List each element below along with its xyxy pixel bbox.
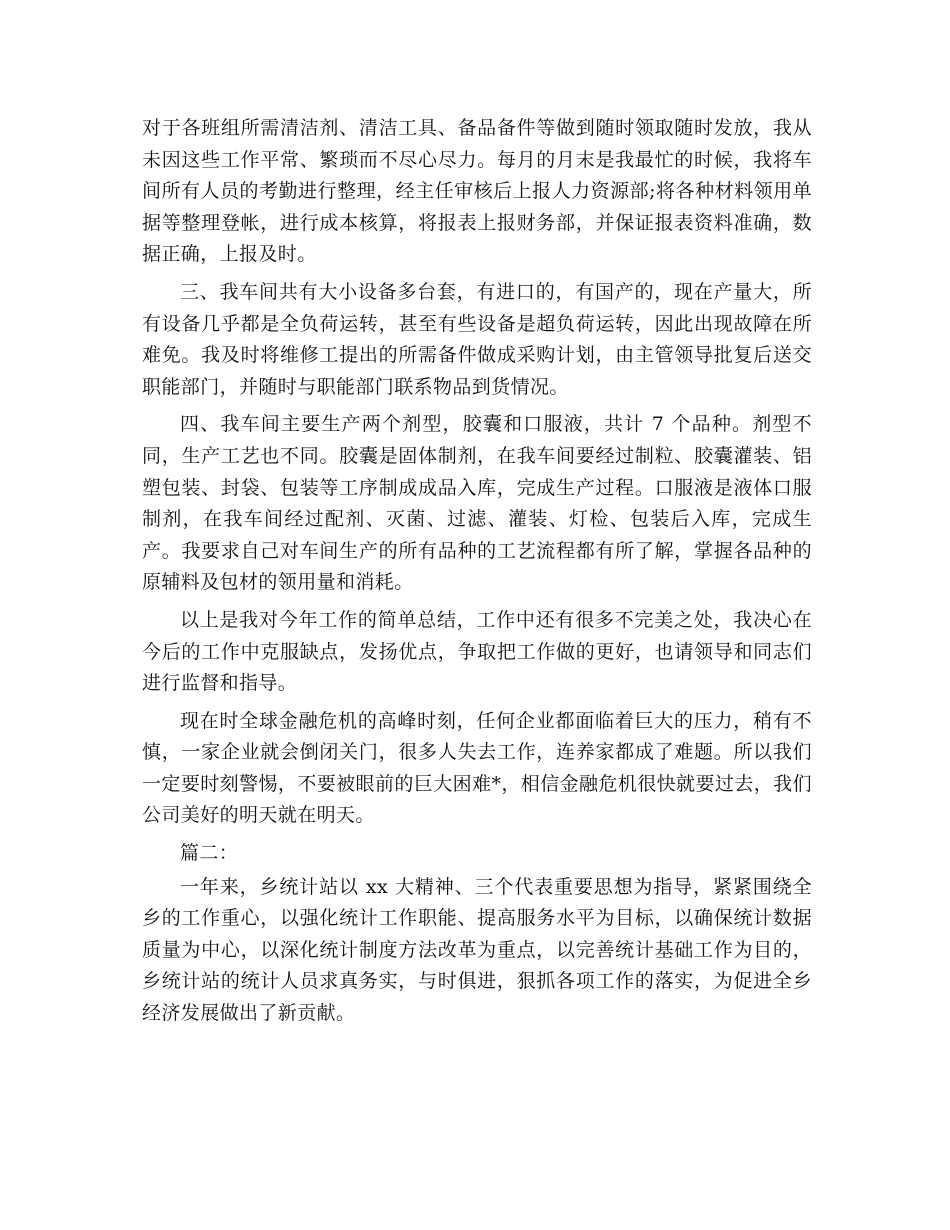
paragraph-continuation: 对于各班组所需清洁剂、清洁工具、备品备件等做到随时领取随时发放，我从未因这些工作平常、繁琐而不尽心尽力。每月的月末是我最忙的时候，我将车间所有人员的考勤进行整理，经主任审核后上报人力资源部;将各种材料领用单据等整理登帐，进行成本核算，将报表上报财务部，并保证报表资料准确，数据正确，上报及时。 [142,117,812,266]
section-heading: 篇二： [180,842,239,865]
paragraph-production: 四、我车间主要生产两个剂型，胶囊和口服液，共计 7 个品种。剂型不同，生产工艺也不同。胶囊是固体制剂，在我车间要经过制粒、胶囊灌装、铝塑包装、封袋、包装等工序制成成品入库，完成生产过程。口服液是液体口服制剂，在我车间经过配剂、灭菌、过滤、灌装、灯检、包装后入库，完成生产。我要求自己对车间生产的所有品种的工艺流程都有所了解，掌握各品种的原辅料及包材的领用量和消耗。 [142,413,812,594]
paragraph-equipment: 三、我车间共有大小设备多台套，有进口的，有国产的，现在产量大，所有设备几乎都是全负荷运转，甚至有些设备是超负荷运转，因此出现故障在所难免。我及时将维修工提出的所需备件做成采购计划，由主管领导批复后送交职能部门，并随时与职能部门联系物品到货情况。 [142,280,812,398]
paragraph-summary: 以上是我对今年工作的简单总结，工作中还有很多不完美之处，我决心在今后的工作中克服缺点，发扬优点，争取把工作做的更好，也请领导和同志们进行监督和指导。 [142,608,812,695]
document-body [142,113,812,1036]
paragraph-statistics-station: 一年来，乡统计站以 xx 大精神、三个代表重要思想为指导，紧紧围绕全乡的工作重心，以强化统计工作职能、提高服务水平为目标，以确保统计数据质量为中心，以深化统计制度方法改革为重点，以完善统计基础工作为目的，乡统计站的统计人员求真务实，与时俱进，狠抓各项工作的落实，为促进全乡经济发展做出了新贡献。 [142,875,812,1025]
paragraph-financial-crisis: 现在时全球金融危机的高峰时刻，任何企业都面临着巨大的压力，稍有不慎，一家企业就会倒闭关门，很多人失去工作，连养家都成了难题。所以我们一定要时刻警惕，不要被眼前的巨大困难*，相信金融危机很快就要过去，我们公司美好的明天就在明天。 [142,709,812,827]
